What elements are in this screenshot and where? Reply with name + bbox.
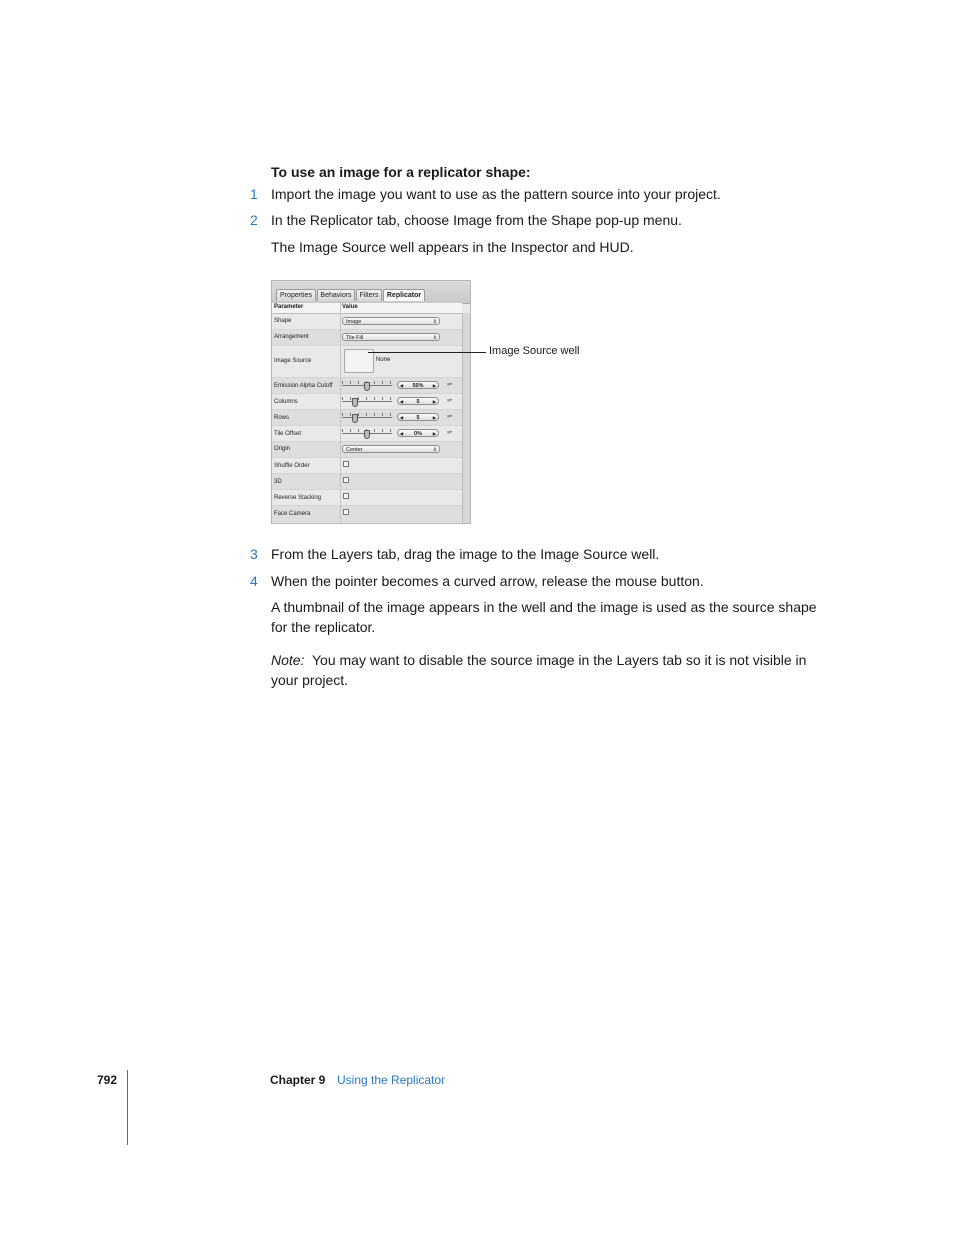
step-text: In the Replicator tab, choose Image from the Shape pop-up menu. (271, 212, 682, 228)
tab-properties[interactable]: Properties (276, 289, 316, 301)
rows-value-field[interactable] (397, 413, 439, 421)
param-label: Origin (274, 446, 291, 452)
row-shuffle-order (272, 458, 462, 474)
row-reverse-stacking (272, 490, 462, 506)
tab-replicator[interactable]: Replicator (383, 289, 425, 301)
3d-checkbox[interactable] (343, 477, 349, 483)
origin-popup[interactable] (342, 445, 440, 453)
param-label: Arrangement (274, 334, 309, 340)
columns-slider[interactable] (342, 397, 392, 405)
note-label: Note: (271, 652, 305, 668)
row-origin (272, 442, 462, 458)
stepper-value: 50% (412, 383, 424, 389)
param-label: Columns (274, 399, 298, 405)
row-3d (272, 474, 462, 490)
shape-popup[interactable] (342, 317, 440, 325)
reset-icon[interactable]: ⇌ (447, 430, 453, 436)
emission-value-field[interactable] (397, 381, 439, 389)
reset-icon[interactable]: ⇌ (447, 398, 453, 404)
column-header (272, 303, 462, 314)
row-face-camera (272, 506, 462, 522)
column-divider (340, 303, 341, 524)
slider-ticks (342, 397, 392, 400)
reset-icon[interactable]: ⇌ (447, 382, 453, 388)
slider-knob[interactable] (364, 430, 370, 439)
popup-value: Tile Fill (346, 335, 364, 341)
tab-filters[interactable]: Filters (356, 289, 382, 301)
slider-knob[interactable] (352, 414, 358, 423)
procedure-heading: To use an image for a replicator shape: (271, 164, 531, 180)
inspector-tab-bar (272, 281, 470, 304)
step-number: 1 (250, 186, 258, 202)
popup-arrows-icon: ⇕ (432, 335, 437, 341)
row-shape (272, 314, 462, 330)
param-label: Face Camera (274, 511, 311, 517)
param-label: 3D (274, 479, 282, 485)
page-number: 792 (97, 1073, 118, 1087)
param-label: Tile Offset (274, 431, 302, 437)
row-tile-offset (272, 426, 462, 442)
header-value: Value (342, 304, 358, 310)
popup-arrows-icon: ⇕ (432, 447, 437, 453)
row-arrangement (272, 330, 462, 346)
step-number: 3 (250, 546, 258, 562)
note (271, 650, 831, 690)
reverse-stacking-checkbox[interactable] (343, 493, 349, 499)
param-label: Rows (274, 415, 290, 421)
increment-icon[interactable]: ▶ (432, 399, 436, 404)
face-camera-checkbox[interactable] (343, 509, 349, 515)
step-number: 2 (250, 212, 258, 228)
param-label: Image Source (274, 358, 312, 364)
note-text: You may want to disable the source image in the Layers tab so it is not visible in your project. (271, 652, 807, 688)
inspector-panel (271, 280, 471, 524)
callout-leader-line (368, 352, 486, 353)
step-text: When the pointer becomes a curved arrow, release the mouse button. (271, 573, 704, 589)
columns-value-field[interactable] (397, 397, 439, 405)
arrangement-popup[interactable] (342, 333, 440, 341)
decrement-icon[interactable]: ◀ (400, 415, 404, 420)
scrollbar[interactable] (462, 313, 471, 524)
param-label: Reverse Stacking (274, 495, 322, 501)
stepper-value: 0% (414, 431, 422, 437)
slider-knob[interactable] (352, 398, 358, 407)
slider-knob[interactable] (364, 382, 370, 391)
param-label: Shape (274, 318, 292, 324)
tile-offset-value-field[interactable] (397, 429, 439, 437)
slider-track (342, 401, 392, 402)
param-label: Emission Alpha Cutoff (274, 383, 333, 389)
rows-slider[interactable] (342, 413, 392, 421)
chapter-label: Chapter 9 (270, 1073, 326, 1087)
decrement-icon[interactable]: ◀ (400, 383, 404, 388)
popup-value: Image (346, 319, 362, 325)
increment-icon[interactable]: ▶ (432, 431, 436, 436)
step-2-result: The Image Source well appears in the Inspector and HUD. (271, 239, 634, 255)
footer-divider (127, 1070, 128, 1145)
decrement-icon[interactable]: ◀ (400, 399, 404, 404)
image-source-value: None (376, 357, 391, 363)
callout-label: Image Source well (489, 345, 580, 357)
chapter-title-link[interactable]: Using the Replicator (337, 1073, 446, 1087)
header-parameter: Parameter (274, 304, 304, 310)
emission-slider[interactable] (342, 381, 392, 389)
increment-icon[interactable]: ▶ (432, 415, 436, 420)
step-number: 4 (250, 573, 258, 589)
step-text: From the Layers tab, drag the image to the Image Source well. (271, 546, 660, 562)
row-emission-alpha-cutoff (272, 378, 462, 394)
shuffle-order-checkbox[interactable] (343, 461, 349, 467)
step-text: Import the image you want to use as the pattern source into your project. (271, 186, 721, 202)
step-4-result: A thumbnail of the image appears in the well and the image is used as the source shape for the replicator. (271, 599, 817, 635)
tab-behaviors[interactable]: Behaviors (317, 289, 355, 301)
decrement-icon[interactable]: ◀ (400, 431, 404, 436)
popup-arrows-icon: ⇕ (432, 319, 437, 325)
row-rows (272, 410, 462, 426)
param-label: Shuffle Order (274, 463, 310, 469)
slider-track (342, 417, 392, 418)
tile-offset-slider[interactable] (342, 429, 392, 437)
popup-value: Center (346, 447, 363, 453)
increment-icon[interactable]: ▶ (432, 383, 436, 388)
row-columns (272, 394, 462, 410)
stepper-value: 5 (416, 399, 420, 405)
slider-ticks (342, 413, 392, 416)
reset-icon[interactable]: ⇌ (447, 414, 453, 420)
stepper-value: 5 (416, 415, 420, 421)
